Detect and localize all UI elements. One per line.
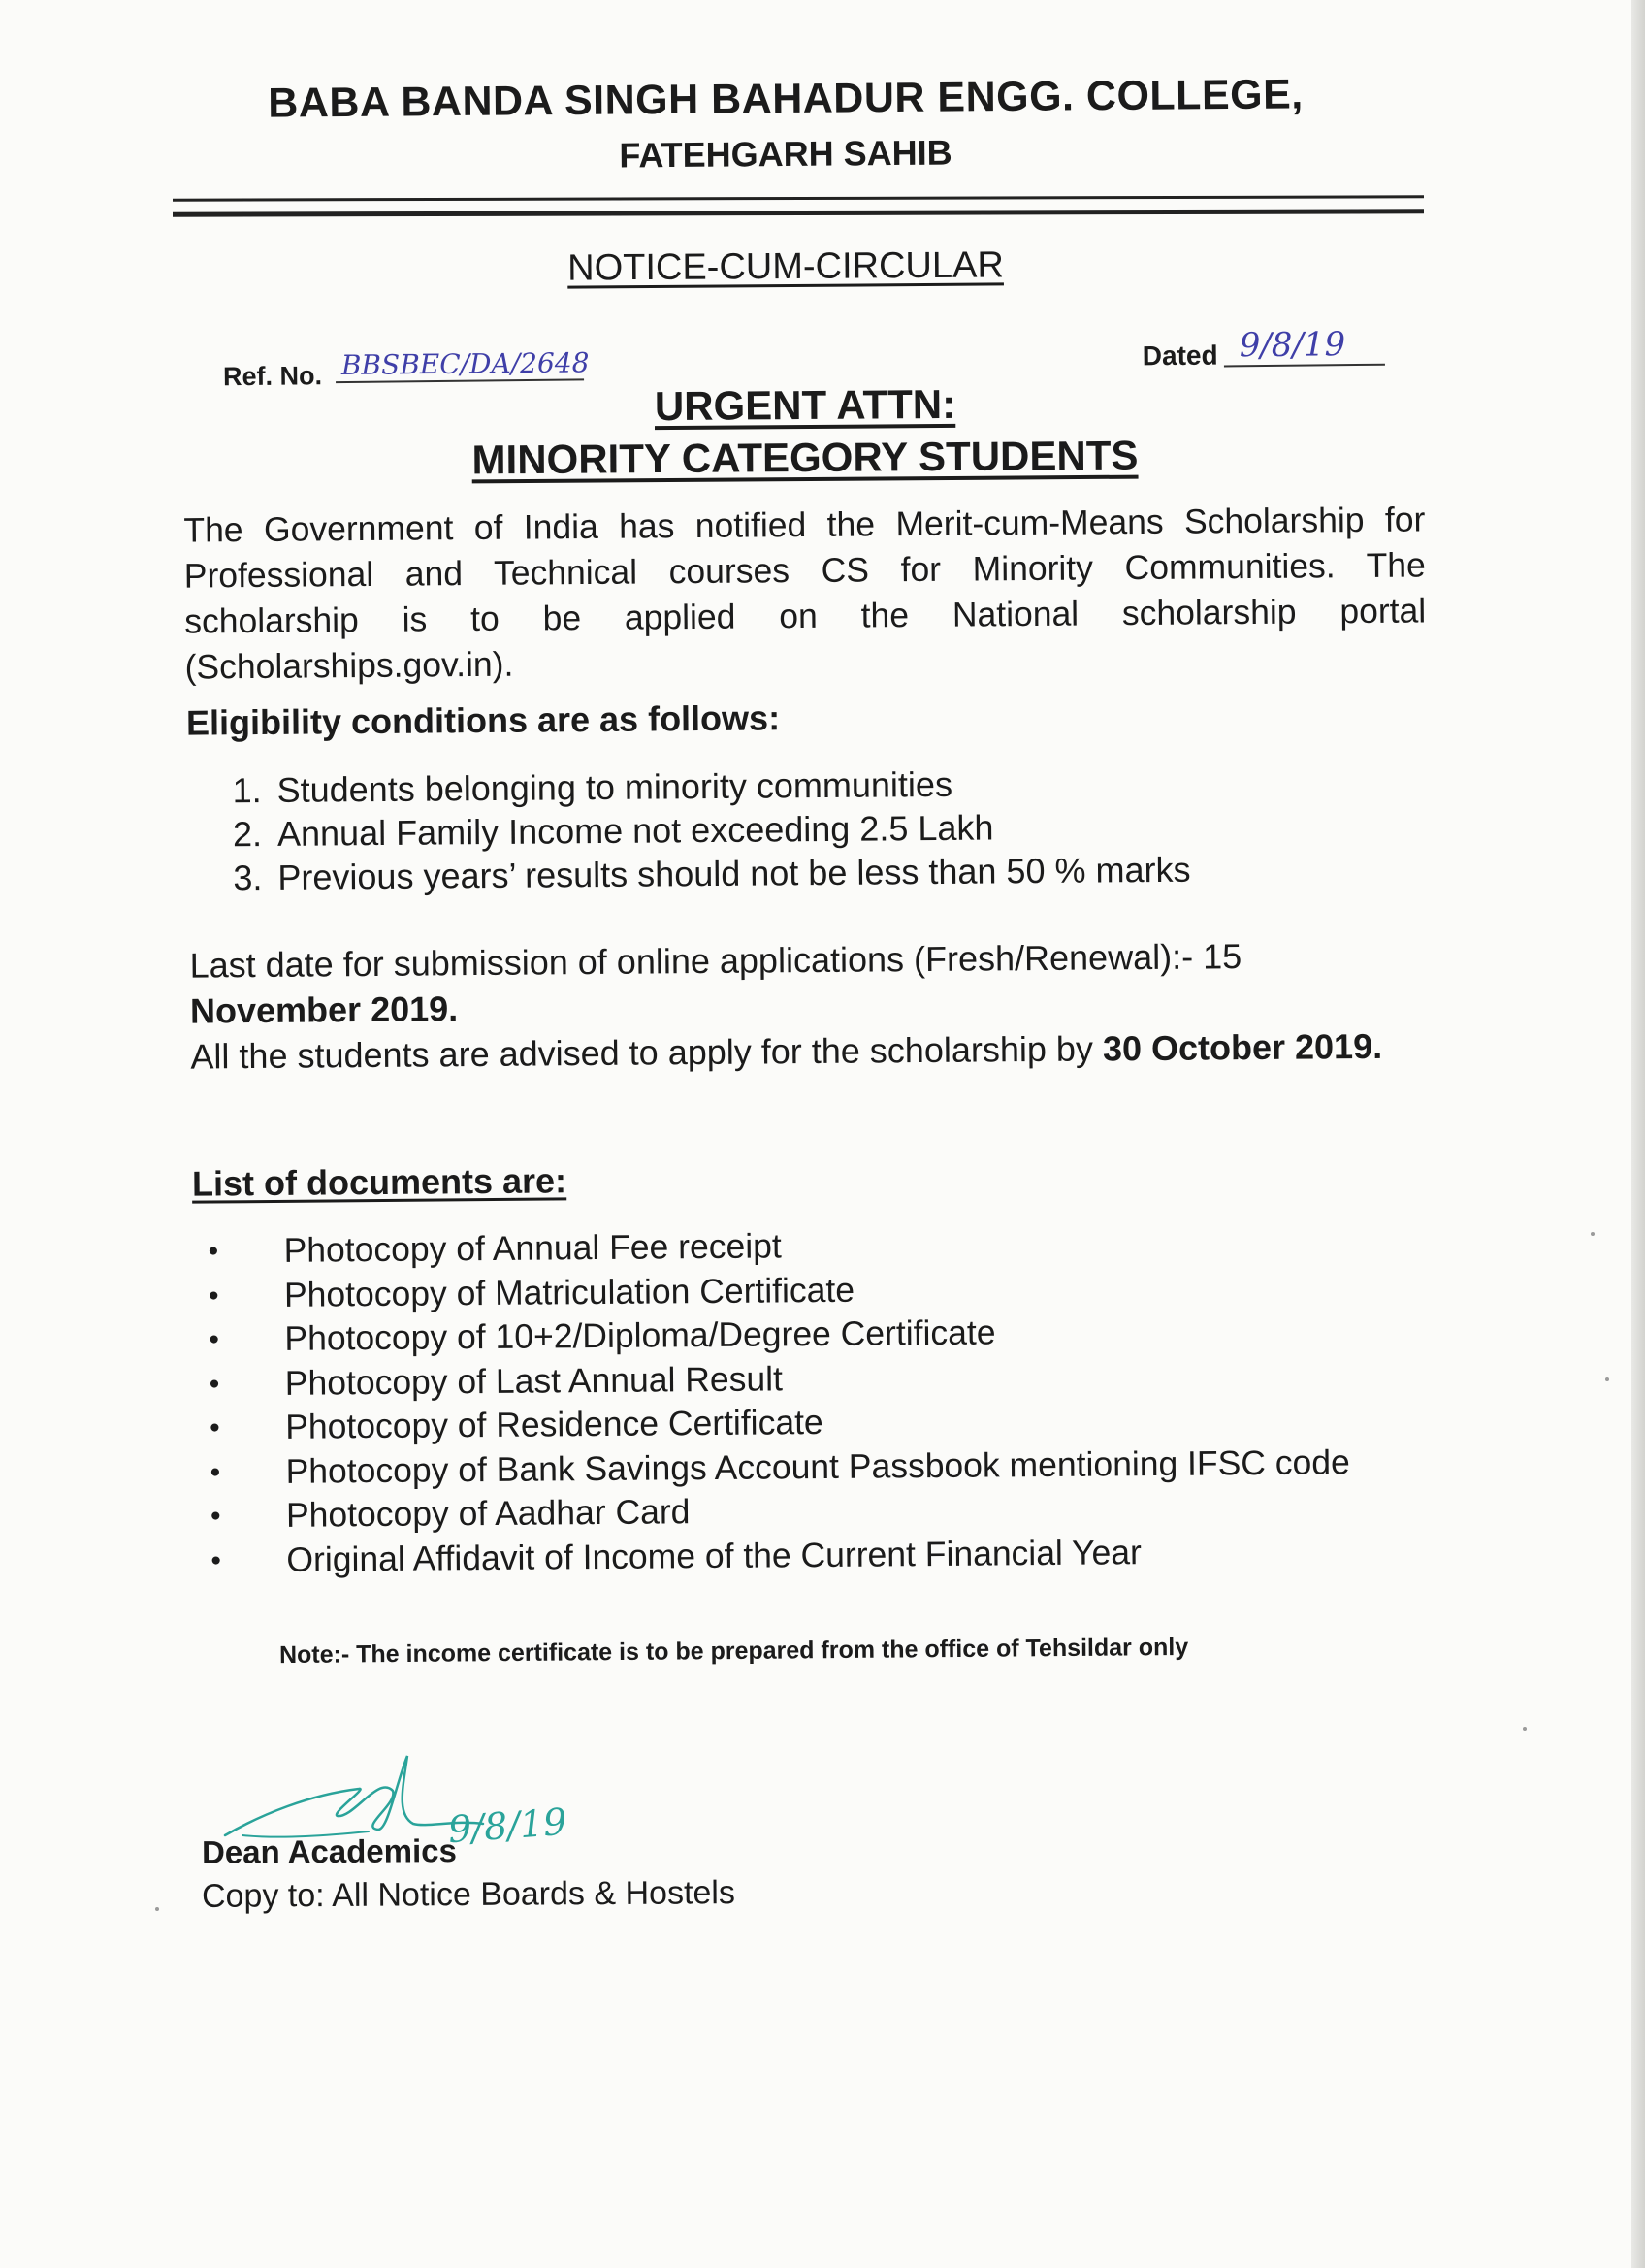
list-item — [233, 848, 1190, 900]
item-text: Photocopy of Residence Certificate — [285, 1402, 823, 1446]
copy-to: Copy to: All Notice Boards & Hostels — [201, 1874, 736, 1915]
item-text: Photocopy of 10+2/Diploma/Degree Certificate — [284, 1312, 996, 1358]
list-item — [207, 1528, 1438, 1583]
bullet-icon: • — [210, 1455, 221, 1489]
item-text: Original Affidavit of Income of the Current Financial Year — [286, 1532, 1142, 1579]
last-date-value: November 2019. — [189, 988, 459, 1031]
dated-label: Dated — [1142, 340, 1218, 372]
deadline-paragraph — [189, 931, 1432, 1079]
college-name: BABA BANDA SINGH BAHADUR ENGG. COLLEGE, — [268, 71, 1304, 127]
dated-value: 9/8/19 — [1224, 325, 1385, 368]
signature-date: 9/8/19 — [446, 1799, 568, 1852]
signatory-designation: Dean Academics — [201, 1832, 458, 1870]
item-text: Photocopy of Matriculation Certificate — [283, 1270, 855, 1314]
scan-speck — [1523, 1727, 1527, 1731]
headline-audience: MINORITY CATEGORY STUDENTS — [471, 432, 1139, 483]
item-text: Photocopy of Annual Fee receipt — [283, 1226, 782, 1270]
bullet-icon: • — [210, 1500, 221, 1533]
advise-date: 30 October 2019. — [1102, 1025, 1383, 1069]
ref-label: Ref. No. — [222, 361, 323, 392]
bullet-icon: • — [210, 1411, 220, 1444]
bullet-icon: • — [208, 1235, 219, 1268]
item-text: Students belonging to minority communities — [276, 763, 953, 810]
notice-title: NOTICE-CUM-CIRCULAR — [567, 244, 1004, 289]
eligibility-heading: Eligibility conditions are as follows: — [185, 697, 781, 743]
intro-paragraph: The Government of India has notified the Merit-cum-Means Scholarship for Professional and Technical courses CS for Minority Communities. The scholarship is to be applied on the National scholarship portal (Scholarships.gov.in). — [183, 500, 1427, 687]
item-number: 1. — [232, 770, 262, 811]
item-text: Photocopy of Bank Savings Account Passbook mentioning IFSC code — [285, 1442, 1350, 1491]
bullet-icon: • — [209, 1323, 220, 1356]
bullet-icon: • — [210, 1543, 222, 1576]
last-date-text: Last date for submission of online applications (Fresh/Renewal):- 15 — [189, 936, 1242, 986]
scan-edge — [1631, 0, 1645, 2268]
scan-speck — [1591, 1232, 1595, 1236]
note-text: Note:- The income certificate is to be prepared from the office of Tehsildar only — [278, 1633, 1189, 1669]
header-rule-thin — [173, 195, 1424, 201]
scan-speck — [155, 1907, 159, 1911]
documents-heading: List of documents are: — [191, 1160, 567, 1204]
documents-list — [204, 1218, 1438, 1582]
header-rule-thick — [173, 209, 1424, 216]
bullet-icon: • — [208, 1279, 219, 1312]
item-text: Photocopy of Aadhar Card — [285, 1492, 691, 1535]
item-text: Annual Family Income not exceeding 2.5 Lakh — [276, 807, 994, 854]
item-number: 2. — [232, 814, 263, 855]
item-text: Previous years’ results should not be less than 50 % marks — [277, 849, 1191, 897]
bullet-icon: • — [209, 1367, 220, 1401]
ref-number: BBSBEC/DA/2648 — [336, 346, 584, 383]
advise-text: All the students are advised to apply for the scholarship by — [190, 1028, 1094, 1077]
college-place: FATEHGARH SAHIB — [619, 132, 952, 176]
item-text: Photocopy of Last Annual Result — [284, 1358, 784, 1403]
scan-speck — [1605, 1377, 1609, 1381]
headline-urgent: URGENT ATTN: — [654, 380, 956, 430]
eligibility-list — [232, 761, 1190, 900]
item-number: 3. — [233, 858, 263, 898]
